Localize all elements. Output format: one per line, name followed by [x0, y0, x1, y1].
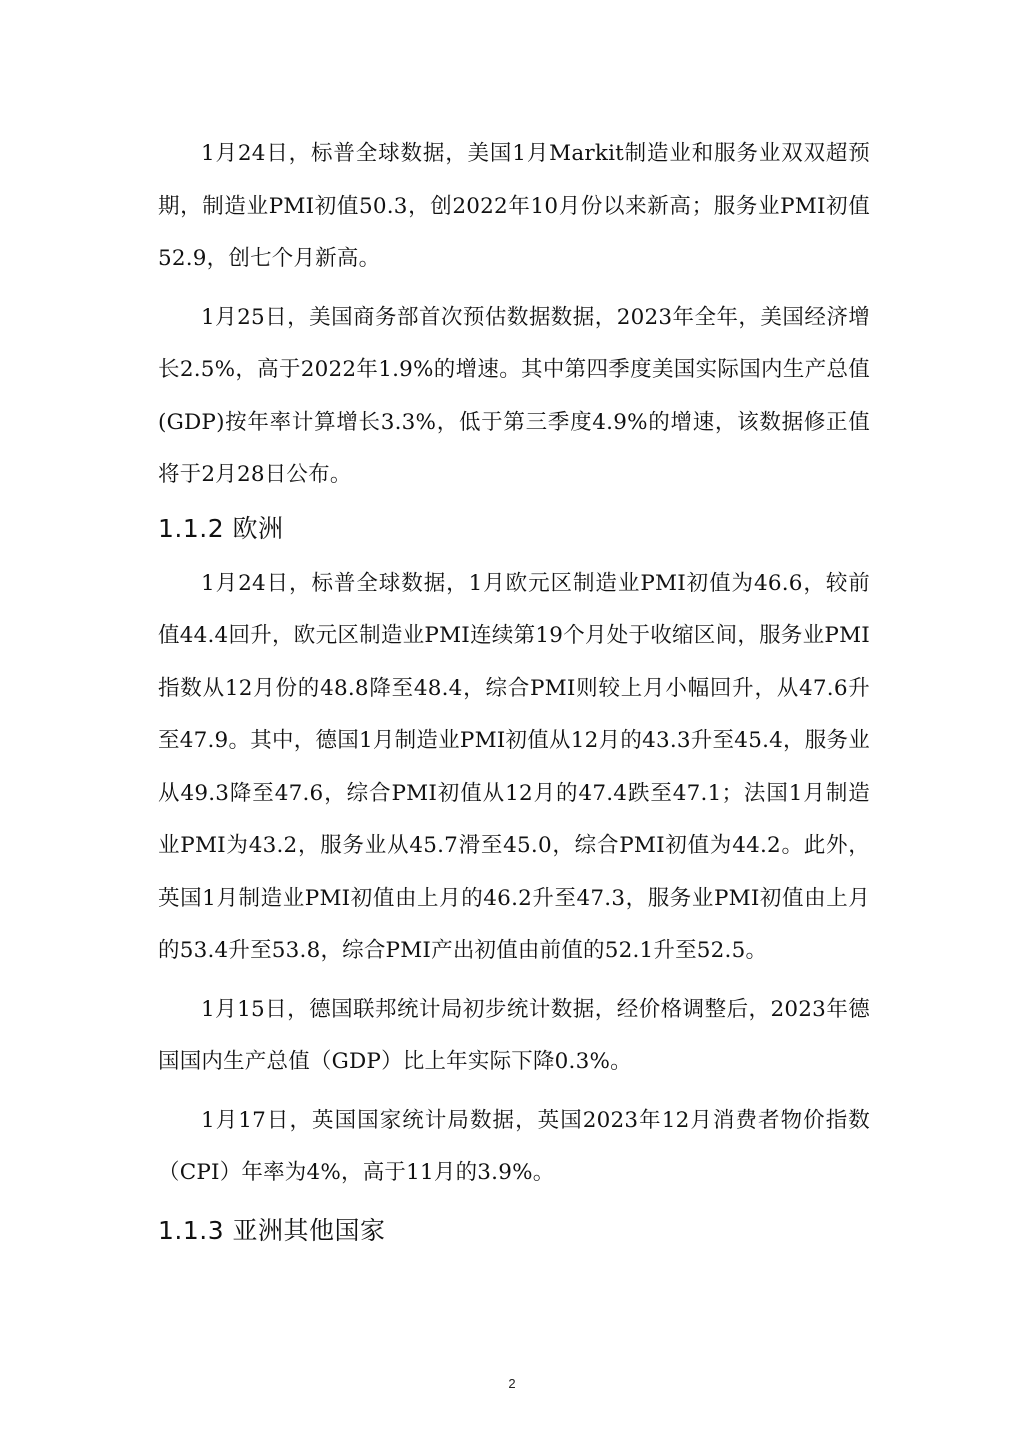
paragraph-uk-cpi: 1月17日，英国国家统计局数据，英国2023年12月消费者物价指数（CPI）年率为4%，高于11月的3.9%。: [158, 1107, 870, 1185]
paragraph-us-pmi: 1月24日，标普全球数据，美国1月Markit制造业和服务业双双超预期，制造业PMI初值50.3，创2022年10月份以来新高；服务业PMI初值52.9，创七个月新高。: [158, 141, 870, 271]
section-heading-europe: 1.1.2 欧洲: [158, 513, 284, 543]
page-body: [158, 128, 870, 1256]
page-number: 2: [508, 1376, 516, 1391]
paragraph-us-gdp: 1月25日，美国商务部首次预估数据数据，2023年全年，美国经济增长2.5%，高于2022年1.9%的增速。其中第四季度美国实际国内生产总值(GDP)按年率计算增长3.3%，低于第三季度4.9%的增速，该数据修正值将于2月28日公布。: [158, 304, 870, 487]
paragraph-germany-gdp: 1月15日，德国联邦统计局初步统计数据，经价格调整后，2023年德国国内生产总值（GDP）比上年实际下降0.3%。: [158, 996, 870, 1074]
section-heading-other-asia: 1.1.3 亚洲其他国家: [158, 1215, 386, 1245]
paragraph-eurozone-pmi: 1月24日，标普全球数据，1月欧元区制造业PMI初值为46.6，较前值44.4回升，欧元区制造业PMI连续第19个月处于收缩区间，服务业PMI指数从12月份的48.8降至48.4，综合PMI则较上月小幅回升，从47.6升至47.9。其中，德国1月制造业PMI初值从12月的43.3升至45.4，服务业从49.3降至47.6，综合PMI初值从12月的47.4跌至47.1；法国1月制造业PMI为43.2，服务业从45.7滑至45.0，综合PMI初值为44.2。此外，英国1月制造业PMI初值由上月的46.2升至47.3，服务业PMI初值由上月的53.4升至53.8，综合PMI产出初值由前值的52.1升至52.5。: [158, 570, 870, 963]
